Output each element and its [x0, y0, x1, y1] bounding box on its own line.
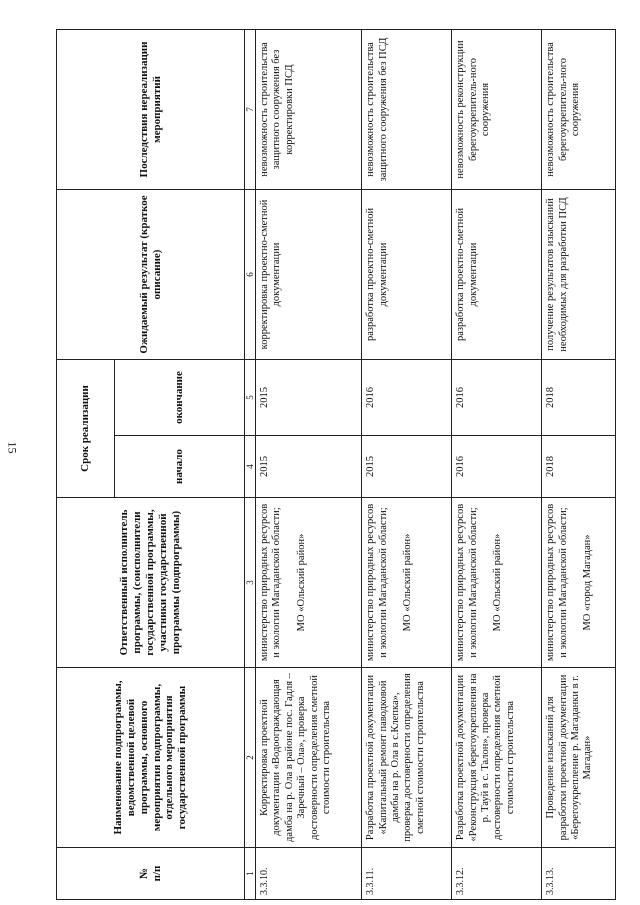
row-start: 2015: [362, 436, 452, 498]
header-start: начало: [115, 436, 245, 498]
row-executor: министерство природных ресурсов и экологии Магаданской области; МО «Ольский район»: [362, 498, 452, 668]
row-id: 3.3.13.: [542, 848, 616, 900]
row-consequences: невозможность строительства защитного сооружения без ПСД: [362, 29, 452, 189]
row-name: Разработка проектной документации «Реконструкция берегоукрепления на р. Тауй в с. Талон», проверка достоверности определения сметной стоимости строительства: [452, 668, 542, 848]
row-result: корректировка проектно-сметной документации: [256, 189, 362, 359]
header-end: окончание: [115, 359, 245, 435]
row-consequences: невозможность строительства берегоукрепитель-ного сооружения: [542, 29, 616, 189]
row-end: 2016: [362, 359, 452, 435]
header-executor: Ответственный исполнитель программы, (соисполнители государственной программы, участники государственной программы (подпрограммы): [57, 498, 245, 668]
row-end: 2018: [542, 359, 616, 435]
row-end: 2015: [256, 359, 362, 435]
row-result: разработка проектно-сметной документации: [452, 189, 542, 359]
header-result: Ожидаемый результат (краткое описание): [57, 189, 245, 359]
row-start: 2015: [256, 436, 362, 498]
table-row: [362, 29, 452, 899]
rotated-table-container: [56, 30, 616, 900]
row-consequences: невозможность строительства защитного сооружения без корректировки ПСД: [256, 29, 362, 189]
column-number: 1: [245, 848, 256, 900]
row-name: Разработка проектной документации «Капитальный ремонт паводковой дамбы на р. Ола в с.Клепка», проверка достоверности определения сметной стоимости строительства: [362, 668, 452, 848]
table-row: [452, 29, 542, 899]
row-result: разработка проектно-сметной документации: [362, 189, 452, 359]
row-executor: министерство природных ресурсов и экологии Магаданской области; МО «Ольский район»: [256, 498, 362, 668]
column-number: 3: [245, 498, 256, 668]
row-result: получение результатов изысканий необходимых для разработки ПСД: [542, 189, 616, 359]
header-period: Срок реализации: [57, 359, 115, 497]
table-row: [256, 29, 362, 899]
row-id: 3.3.12.: [452, 848, 542, 900]
column-number: 7: [245, 29, 256, 189]
column-number: 6: [245, 189, 256, 359]
table-row: [542, 29, 616, 899]
header-name: Наименование подпрограммы, ведомственной целевой программы, основного мероприятия подпрограммы, отдельного мероприятия государственной программы: [57, 668, 245, 848]
row-consequences: невозможность реконструкции берегоукрепитель-ного сооружения: [452, 29, 542, 189]
row-name: Проведение изысканий для разработки проектной документации «Берегоукрепление р. Магаданки в г. Магадан»: [542, 668, 616, 848]
row-name: Корректировка проектной документации «Водоограждающая дамба на р. Ола в районе пос. Гадля – Заречный – Ола», проверка достоверности определения сметной стоимости строительства: [256, 668, 362, 848]
measures-table: [56, 29, 616, 900]
column-number: 5: [245, 359, 256, 435]
row-executor: министерство природных ресурсов и экологии Магаданской области; МО «город Магадан»: [542, 498, 616, 668]
header-num: № п/п: [57, 848, 245, 900]
column-number: 2: [245, 668, 256, 848]
row-id: 3.3.11.: [362, 848, 452, 900]
row-executor: министерство природных ресурсов и экологии Магаданской области; МО «Ольский район»: [452, 498, 542, 668]
column-number: 4: [245, 436, 256, 498]
page-number: 15: [5, 441, 20, 454]
row-start: 2018: [542, 436, 616, 498]
row-end: 2016: [452, 359, 542, 435]
row-id: 3.3.10.: [256, 848, 362, 900]
header-consequences: Последствия нереализации мероприятий: [57, 29, 245, 189]
row-start: 2016: [452, 436, 542, 498]
